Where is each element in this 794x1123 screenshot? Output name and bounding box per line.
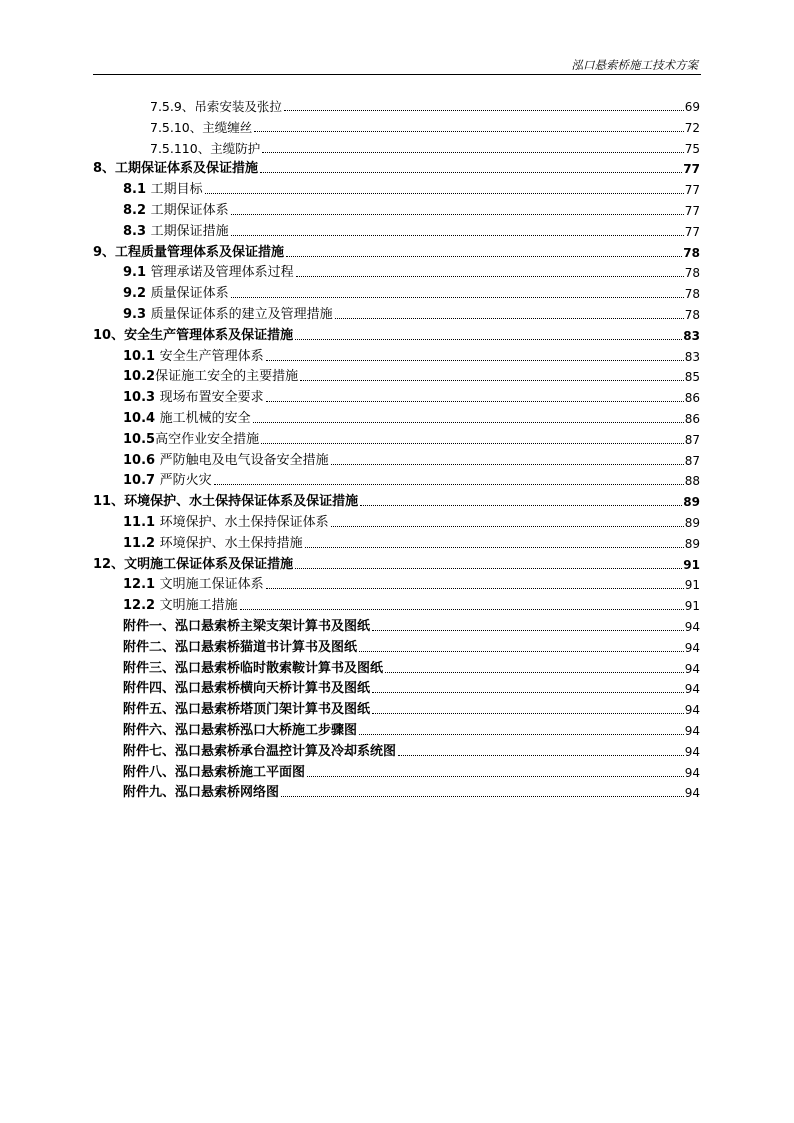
toc-page-number: 83	[683, 328, 700, 343]
toc-entry-label	[123, 619, 370, 635]
toc-entry[interactable]	[93, 157, 700, 177]
toc-entry-text: 安全生产管理体系及保证措施	[124, 327, 294, 343]
toc-page-number: 89	[684, 516, 700, 530]
toc-entry-label	[93, 328, 293, 344]
toc-entry-text: 吊索安装及张拉	[194, 99, 282, 114]
toc-entry-number: 9、	[93, 244, 116, 260]
toc-entry[interactable]	[123, 719, 700, 739]
toc-entry[interactable]	[150, 137, 700, 157]
toc-entry[interactable]	[123, 573, 700, 593]
toc-leader-dots	[266, 401, 684, 402]
toc-entry-number: 8.3	[123, 223, 151, 239]
toc-entry-number: 10.7	[123, 473, 160, 489]
toc-entry-label	[123, 765, 305, 781]
toc-page-number: 94	[684, 661, 700, 676]
toc-leader-dots	[307, 776, 684, 777]
toc-entry-text: 附件四、泓口悬索桥横向天桥计算书及图纸	[123, 681, 371, 697]
toc-entry[interactable]	[123, 698, 700, 718]
toc-entry[interactable]	[123, 449, 700, 469]
toc-leader-dots	[281, 796, 684, 797]
toc-entry-label	[123, 286, 229, 302]
toc-entry-text: 文明施工保证体系	[159, 577, 264, 593]
toc-page-number: 72	[684, 120, 700, 135]
toc-entry-text: 工期保证体系	[150, 203, 229, 218]
toc-page-number: 86	[684, 391, 700, 406]
toc-leader-dots	[205, 193, 684, 194]
toc-leader-dots	[372, 713, 684, 714]
toc-page-number: 87	[684, 432, 700, 447]
toc-page-number: 94	[684, 744, 700, 759]
toc-entry-label	[123, 785, 279, 801]
toc-entry-number: 10.4	[123, 411, 160, 426]
toc-leader-dots	[231, 235, 684, 236]
toc-page-number: 88	[684, 474, 700, 489]
toc-page-number: 78	[684, 266, 700, 281]
toc-entry-number: 12.2	[123, 598, 160, 614]
toc-entry-text: 施工机械的安全	[159, 411, 251, 426]
toc-leader-dots	[260, 172, 682, 173]
toc-leader-dots	[286, 256, 682, 257]
toc-entry-text: 附件六、泓口悬索桥泓口大桥施工步骤图	[123, 723, 358, 738]
toc-entry-text: 附件一、泓口悬索桥主梁支架计算书及图纸	[123, 619, 371, 634]
toc-page-number: 85	[684, 370, 700, 385]
toc-entry-number: 7.5.10、	[150, 119, 203, 135]
toc-entry[interactable]	[123, 386, 700, 406]
toc-entry-label	[123, 265, 294, 281]
toc-entry[interactable]	[123, 199, 700, 219]
toc-entry[interactable]	[123, 532, 700, 552]
toc-leader-dots	[331, 464, 684, 465]
toc-page-number: 86	[684, 412, 700, 426]
toc-entry[interactable]	[123, 178, 700, 198]
toc-entry[interactable]	[123, 677, 700, 697]
toc-leader-dots	[231, 297, 684, 298]
toc-entry-text: 严防触电及电气设备安全措施	[159, 452, 329, 468]
toc-leader-dots	[359, 651, 684, 652]
toc-entry[interactable]	[123, 781, 700, 801]
toc-entry-text: 质量保证体系	[150, 286, 229, 302]
toc-page-number: 77	[684, 224, 700, 239]
toc-entry-text: 主缆防护	[210, 140, 261, 156]
toc-entry[interactable]	[93, 324, 700, 344]
toc-entry-text: 现场布置安全要求	[159, 390, 264, 406]
toc-leader-dots	[295, 339, 682, 340]
toc-entry-text: 环境保护、水土保持措施	[159, 535, 303, 551]
toc-entry-text: 质量保证体系的建立及管理措施	[150, 307, 333, 322]
toc-page-number: 94	[684, 703, 700, 718]
toc-entry[interactable]	[123, 511, 700, 531]
toc-entry-number: 10.2	[123, 369, 156, 385]
toc-leader-dots	[398, 755, 684, 756]
toc-entry[interactable]	[123, 365, 700, 385]
toc-entry-number: 8.1	[123, 182, 151, 198]
toc-entry[interactable]	[150, 95, 700, 115]
toc-leader-dots	[266, 588, 684, 589]
toc-entry[interactable]	[123, 303, 700, 323]
toc-page-number: 94	[684, 682, 700, 697]
toc-entry-label	[93, 245, 284, 261]
toc-entry[interactable]	[123, 469, 700, 489]
toc-entry-text: 文明施工措施	[159, 598, 238, 614]
toc-entry-label	[123, 640, 357, 656]
toc-entry-text: 环境保护、水土保持保证体系及保证措施	[124, 494, 359, 510]
toc-entry-label	[123, 723, 357, 739]
toc-page-number: 75	[684, 141, 700, 156]
toc-leader-dots	[261, 443, 684, 444]
toc-entry-text: 附件二、泓口悬索桥猫道书计算书及图纸	[123, 639, 358, 655]
toc-entry-number: 8、	[93, 161, 116, 177]
toc-page-number: 77	[684, 204, 700, 218]
toc-entry-label	[150, 120, 252, 136]
toc-entry-text: 附件五、泓口悬索桥塔顶门架计算书及图纸	[123, 702, 371, 718]
toc-entry-number: 9.3	[123, 307, 151, 322]
toc-entry-text: 附件七、泓口悬索桥承台温控计算及冷却系统图	[123, 743, 397, 759]
toc-entry-text: 工期目标	[150, 182, 203, 198]
toc-leader-dots	[335, 318, 684, 319]
toc-entry-label	[123, 453, 329, 469]
toc-entry-number: 10.1	[123, 348, 160, 364]
toc-leader-dots	[296, 276, 684, 277]
toc-entry-text: 高空作业安全措施	[155, 431, 260, 447]
toc-entry-text: 工期保证体系及保证措施	[115, 161, 259, 177]
toc-entry-label	[123, 744, 396, 760]
toc-page-number: 78	[684, 308, 700, 322]
toc-leader-dots	[359, 734, 684, 735]
toc-entry-text: 附件三、泓口悬索桥临时散索鞍计算书及图纸	[123, 660, 384, 676]
toc-leader-dots	[231, 214, 684, 215]
toc-entry-number: 11.1	[123, 515, 160, 530]
toc-leader-dots	[240, 609, 684, 610]
toc-entry-label	[93, 494, 358, 510]
toc-entry-label	[150, 99, 282, 115]
toc-leader-dots	[372, 630, 684, 631]
toc-entry[interactable]	[123, 220, 700, 240]
toc-entry-label	[123, 411, 251, 427]
toc-entry-text: 严防火灾	[159, 473, 212, 489]
toc-leader-dots	[262, 152, 683, 153]
toc-leader-dots	[253, 422, 684, 423]
toc-entry-text: 安全生产管理体系	[159, 348, 264, 364]
toc-entry[interactable]	[123, 740, 700, 760]
toc-page-number: 94	[684, 786, 700, 801]
toc-page-number: 94	[684, 620, 700, 634]
toc-entry-number: 11、	[93, 494, 125, 510]
toc-entry-text: 附件八、泓口悬索桥施工平面图	[123, 764, 306, 780]
toc-page-number: 94	[684, 765, 700, 780]
toc-entry-text: 保证施工安全的主要措施	[155, 369, 299, 385]
toc-entry-text: 主缆缠丝	[202, 119, 253, 135]
toc-page-number: 89	[683, 495, 700, 510]
toc-page-number: 87	[684, 453, 700, 468]
toc-entry-label	[123, 536, 303, 552]
toc-entry-label	[123, 681, 370, 697]
toc-leader-dots	[331, 526, 684, 527]
toc-page-number: 78	[683, 245, 700, 260]
toc-entry-text: 文明施工保证体系及保证措施	[124, 556, 294, 572]
toc-page-number: 77	[684, 183, 700, 198]
toc-entry[interactable]	[150, 116, 700, 136]
toc-entry-label	[93, 557, 293, 573]
toc-page-number: 94	[684, 640, 700, 655]
toc-entry-label	[123, 203, 229, 219]
toc-entry-text: 环境保护、水土保持保证体系	[159, 515, 329, 530]
toc-entry-label	[150, 141, 260, 157]
toc-entry-label	[123, 390, 264, 406]
toc-page-number: 94	[684, 724, 700, 738]
toc-entry[interactable]	[123, 261, 700, 281]
toc-page-number: 91	[684, 599, 700, 614]
toc-page-number: 77	[683, 162, 700, 177]
toc-entry-number: 12、	[93, 556, 125, 572]
toc-entry[interactable]	[123, 761, 700, 781]
toc-entry-label	[123, 307, 333, 323]
toc-entry-label	[123, 577, 264, 593]
toc-entry-number: 10.3	[123, 390, 160, 406]
toc-entry-number: 9.2	[123, 286, 151, 302]
toc-entry[interactable]	[93, 490, 700, 510]
toc-entry[interactable]	[123, 407, 700, 427]
toc-entry-label	[123, 349, 264, 365]
toc-entry-number: 11.2	[123, 535, 160, 551]
toc-page-number: 91	[684, 578, 700, 593]
toc-entry-number: 12.1	[123, 577, 160, 593]
toc-entry-number: 9.1	[123, 265, 151, 281]
toc-entry[interactable]	[123, 615, 700, 635]
toc-entry[interactable]	[123, 282, 700, 302]
header-rule	[93, 74, 701, 75]
toc-page-number: 69	[684, 100, 700, 114]
toc-entry-text: 附件九、泓口悬索桥网络图	[123, 785, 280, 801]
toc-entry-number: 7.5.110、	[150, 140, 211, 156]
toc-leader-dots	[295, 568, 682, 569]
toc-entry-number: 7.5.9、	[150, 99, 195, 114]
toc-leader-dots	[385, 672, 684, 673]
toc-leader-dots	[372, 692, 684, 693]
toc-leader-dots	[300, 380, 684, 381]
toc-entry[interactable]	[123, 345, 700, 365]
toc-entry-label	[123, 515, 329, 531]
toc-page-number: 89	[684, 536, 700, 551]
toc-entry-label	[123, 598, 238, 614]
toc-entry[interactable]	[93, 553, 700, 573]
toc-entry[interactable]	[123, 594, 700, 614]
toc-entry-number: 10、	[93, 327, 125, 343]
toc-page-number: 83	[684, 349, 700, 364]
toc-entry-label	[93, 161, 258, 177]
toc-page-number: 91	[683, 557, 700, 572]
toc-entry-number: 8.2	[123, 203, 151, 218]
toc-entry-label	[123, 473, 212, 489]
toc-entry-text: 管理承诺及管理体系过程	[150, 265, 294, 281]
toc-leader-dots	[214, 484, 684, 485]
toc-entry-label	[123, 224, 229, 240]
toc-entry-label	[123, 369, 298, 385]
toc-leader-dots	[266, 360, 684, 361]
toc-leader-dots	[305, 547, 684, 548]
toc-entry-label	[123, 182, 203, 198]
toc-entry-text: 工程质量管理体系及保证措施	[115, 244, 285, 260]
toc-entry[interactable]	[123, 657, 700, 677]
toc-leader-dots	[284, 110, 684, 111]
toc-entry[interactable]	[93, 241, 700, 261]
toc-entry-label	[123, 702, 370, 718]
toc-entry[interactable]	[123, 428, 700, 448]
toc-leader-dots	[254, 131, 683, 132]
toc-entry-label	[123, 661, 383, 677]
page-header-title: 泓口悬索桥施工技术方案	[571, 58, 698, 72]
toc-entry-label	[123, 432, 259, 448]
toc-entry-text: 工期保证措施	[150, 223, 229, 239]
toc-entry-number: 10.6	[123, 452, 160, 468]
toc-entry-number: 10.5	[123, 431, 156, 447]
toc-entry[interactable]	[123, 636, 700, 656]
toc-page-number: 78	[684, 287, 700, 302]
toc-leader-dots	[360, 505, 682, 506]
